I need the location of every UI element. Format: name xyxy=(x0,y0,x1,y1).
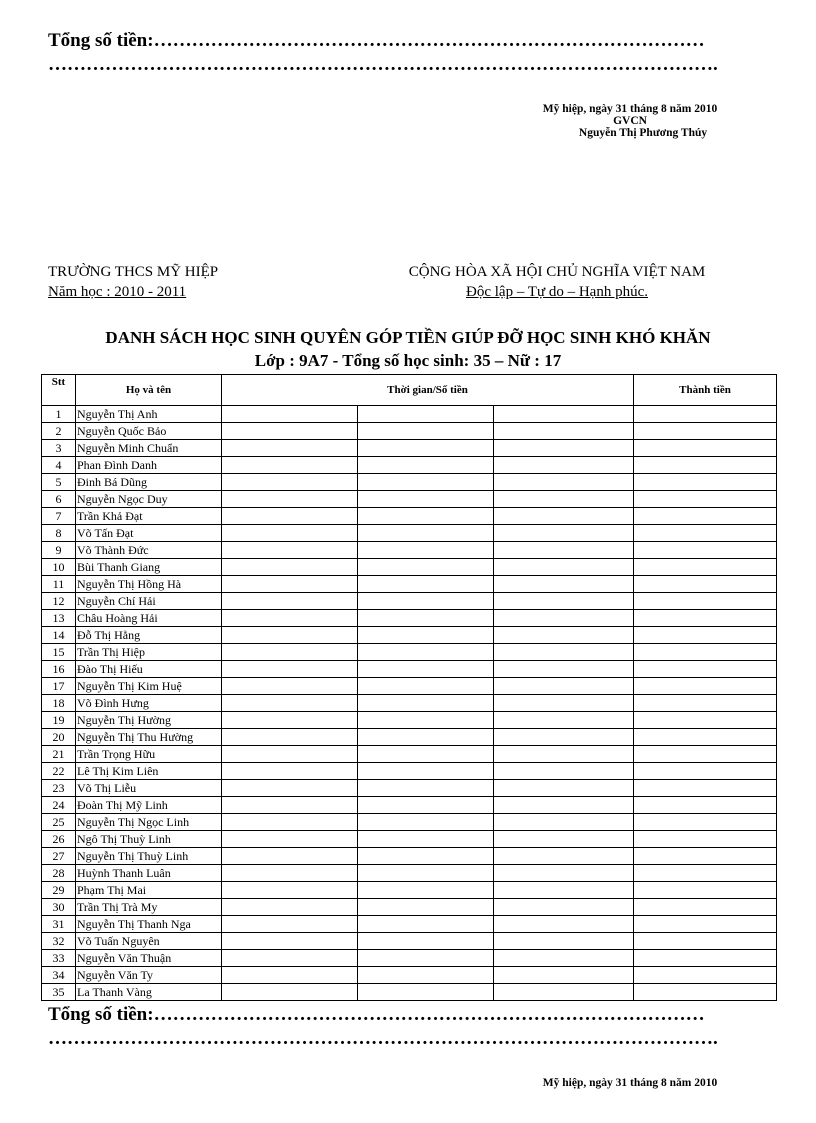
row-stt: 32 xyxy=(42,933,76,950)
row-time-amount-2 xyxy=(358,865,494,882)
row-time-amount-1 xyxy=(222,678,358,695)
table-row xyxy=(42,525,777,542)
table-row xyxy=(42,933,777,950)
row-name: Đoàn Thị Mỹ Linh xyxy=(76,797,222,814)
row-time-amount-3 xyxy=(494,406,634,423)
row-name: Ngô Thị Thuỳ Linh xyxy=(76,831,222,848)
table-row xyxy=(42,848,777,865)
row-stt: 28 xyxy=(42,865,76,882)
table-row xyxy=(42,644,777,661)
row-stt: 4 xyxy=(42,457,76,474)
table-row xyxy=(42,984,777,1001)
table-row xyxy=(42,899,777,916)
row-name: Bùi Thanh Giang xyxy=(76,559,222,576)
row-time-amount-3 xyxy=(494,967,634,984)
row-stt: 7 xyxy=(42,508,76,525)
row-time-amount-1 xyxy=(222,406,358,423)
row-name: Nguyễn Quốc Bảo xyxy=(76,423,222,440)
row-name: Trần Khả Đạt xyxy=(76,508,222,525)
school-year: Năm học : 2010 - 2011 xyxy=(48,284,187,300)
row-stt: 26 xyxy=(42,831,76,848)
table-row xyxy=(42,814,777,831)
row-time-amount-3 xyxy=(494,916,634,933)
row-time-amount-3 xyxy=(494,457,634,474)
header-right xyxy=(384,264,730,301)
row-total xyxy=(634,644,777,661)
table-row xyxy=(42,729,777,746)
row-time-amount-1 xyxy=(222,644,358,661)
row-time-amount-3 xyxy=(494,542,634,559)
row-time-amount-2 xyxy=(358,831,494,848)
row-total xyxy=(634,712,777,729)
row-name: Nguyễn Thị Anh xyxy=(76,406,222,423)
row-stt: 33 xyxy=(42,950,76,967)
row-time-amount-1 xyxy=(222,882,358,899)
table-row xyxy=(42,627,777,644)
row-time-amount-1 xyxy=(222,865,358,882)
row-name: Đinh Bá Dũng xyxy=(76,474,222,491)
header-time-amount: Thời gian/Số tiền xyxy=(222,375,634,406)
row-stt: 25 xyxy=(42,814,76,831)
table-row xyxy=(42,508,777,525)
student-table xyxy=(41,374,777,1001)
row-time-amount-3 xyxy=(494,848,634,865)
table-body xyxy=(42,406,777,1001)
row-stt: 24 xyxy=(42,797,76,814)
row-time-amount-1 xyxy=(222,576,358,593)
row-time-amount-3 xyxy=(494,661,634,678)
row-name: Võ Thành Đức xyxy=(76,542,222,559)
row-name: Trần Thị Hiệp xyxy=(76,644,222,661)
row-name: Nguyễn Ngọc Duy xyxy=(76,491,222,508)
row-total xyxy=(634,610,777,627)
signature-top xyxy=(520,103,740,139)
row-total xyxy=(634,967,777,984)
row-total xyxy=(634,457,777,474)
row-time-amount-1 xyxy=(222,457,358,474)
row-time-amount-3 xyxy=(494,814,634,831)
table-row xyxy=(42,406,777,423)
row-time-amount-2 xyxy=(358,763,494,780)
row-total xyxy=(634,661,777,678)
table-row xyxy=(42,440,777,457)
row-time-amount-1 xyxy=(222,967,358,984)
row-stt: 5 xyxy=(42,474,76,491)
row-stt: 14 xyxy=(42,627,76,644)
row-time-amount-3 xyxy=(494,695,634,712)
row-total xyxy=(634,423,777,440)
row-stt: 15 xyxy=(42,644,76,661)
row-time-amount-3 xyxy=(494,610,634,627)
table-row xyxy=(42,763,777,780)
row-time-amount-3 xyxy=(494,525,634,542)
row-time-amount-2 xyxy=(358,814,494,831)
row-time-amount-3 xyxy=(494,593,634,610)
row-time-amount-2 xyxy=(358,457,494,474)
row-name: Châu Hoàng Hải xyxy=(76,610,222,627)
row-time-amount-3 xyxy=(494,474,634,491)
row-total xyxy=(634,559,777,576)
motto: Độc lập – Tự do – Hạnh phúc. xyxy=(466,284,648,300)
table-row xyxy=(42,491,777,508)
row-time-amount-2 xyxy=(358,729,494,746)
row-time-amount-1 xyxy=(222,610,358,627)
row-total xyxy=(634,593,777,610)
table-row xyxy=(42,882,777,899)
row-name: Võ Đình Hưng xyxy=(76,695,222,712)
row-time-amount-2 xyxy=(358,848,494,865)
table-row xyxy=(42,610,777,627)
row-total xyxy=(634,831,777,848)
row-time-amount-3 xyxy=(494,746,634,763)
document-title: DANH SÁCH HỌC SINH QUYÊN GÓP TIỀN GIÚP ĐỠ HỌC SINH KHÓ KHĂN xyxy=(105,328,711,347)
row-time-amount-1 xyxy=(222,899,358,916)
row-time-amount-3 xyxy=(494,440,634,457)
row-time-amount-2 xyxy=(358,559,494,576)
row-time-amount-1 xyxy=(222,814,358,831)
row-time-amount-2 xyxy=(358,474,494,491)
row-time-amount-2 xyxy=(358,746,494,763)
row-name: Võ Thị Liễu xyxy=(76,780,222,797)
row-time-amount-2 xyxy=(358,933,494,950)
row-name: Nguyễn Văn Ty xyxy=(76,967,222,984)
row-time-amount-1 xyxy=(222,593,358,610)
row-name: Lê Thị Kim Liên xyxy=(76,763,222,780)
table-row xyxy=(42,542,777,559)
table-row xyxy=(42,712,777,729)
row-time-amount-2 xyxy=(358,576,494,593)
bottom-total-label: Tổng số tiền:…………………………………………………………………………… xyxy=(48,1004,705,1025)
row-time-amount-1 xyxy=(222,780,358,797)
row-time-amount-2 xyxy=(358,695,494,712)
row-time-amount-3 xyxy=(494,627,634,644)
row-time-amount-3 xyxy=(494,882,634,899)
row-time-amount-2 xyxy=(358,780,494,797)
row-time-amount-2 xyxy=(358,542,494,559)
row-time-amount-1 xyxy=(222,746,358,763)
document-subtitle: Lớp : 9A7 - Tổng số học sinh: 35 – Nữ : 17 xyxy=(254,351,562,370)
row-time-amount-2 xyxy=(358,950,494,967)
row-time-amount-2 xyxy=(358,899,494,916)
header-left xyxy=(48,264,218,301)
row-name: Phạm Thị Mai xyxy=(76,882,222,899)
row-time-amount-1 xyxy=(222,661,358,678)
row-name: Võ Tấn Đạt xyxy=(76,525,222,542)
table-row xyxy=(42,423,777,440)
row-name: Nguyễn Chí Hải xyxy=(76,593,222,610)
row-time-amount-1 xyxy=(222,729,358,746)
row-time-amount-2 xyxy=(358,627,494,644)
row-total xyxy=(634,763,777,780)
header-name: Họ và tên xyxy=(76,375,222,406)
row-stt: 19 xyxy=(42,712,76,729)
row-total xyxy=(634,746,777,763)
signature-role: GVCN xyxy=(613,115,647,127)
row-time-amount-1 xyxy=(222,797,358,814)
row-total xyxy=(634,950,777,967)
school-name: TRƯỜNG THCS MỸ HIỆP xyxy=(48,264,219,280)
row-name: Võ Tuấn Nguyên xyxy=(76,933,222,950)
row-time-amount-2 xyxy=(358,508,494,525)
signature-date: Mỹ hiệp, ngày 31 tháng 8 năm 2010 xyxy=(542,103,718,115)
table-row xyxy=(42,967,777,984)
row-total xyxy=(634,695,777,712)
row-time-amount-3 xyxy=(494,729,634,746)
row-time-amount-1 xyxy=(222,542,358,559)
table-row xyxy=(42,474,777,491)
row-stt: 3 xyxy=(42,440,76,457)
table-row xyxy=(42,661,777,678)
row-total xyxy=(634,865,777,882)
row-total xyxy=(634,899,777,916)
row-total xyxy=(634,406,777,423)
row-time-amount-3 xyxy=(494,508,634,525)
row-name: Đào Thị Hiếu xyxy=(76,661,222,678)
row-total xyxy=(634,814,777,831)
table-row xyxy=(42,593,777,610)
row-stt: 1 xyxy=(42,406,76,423)
row-name: Nguyễn Thị Thanh Nga xyxy=(76,916,222,933)
row-time-amount-2 xyxy=(358,967,494,984)
table-row xyxy=(42,576,777,593)
row-total xyxy=(634,525,777,542)
row-time-amount-3 xyxy=(494,644,634,661)
row-stt: 30 xyxy=(42,899,76,916)
row-total xyxy=(634,848,777,865)
row-time-amount-3 xyxy=(494,423,634,440)
row-total xyxy=(634,491,777,508)
row-time-amount-2 xyxy=(358,406,494,423)
row-total xyxy=(634,780,777,797)
row-total xyxy=(634,474,777,491)
row-stt: 12 xyxy=(42,593,76,610)
row-total xyxy=(634,797,777,814)
row-time-amount-3 xyxy=(494,491,634,508)
row-name: La Thanh Vàng xyxy=(76,984,222,1001)
row-name: Nguyễn Minh Chuẩn xyxy=(76,440,222,457)
row-stt: 35 xyxy=(42,984,76,1001)
row-time-amount-2 xyxy=(358,525,494,542)
table-row xyxy=(42,865,777,882)
table-row xyxy=(42,831,777,848)
row-total xyxy=(634,729,777,746)
row-time-amount-1 xyxy=(222,848,358,865)
row-name: Nguyễn Văn Thuận xyxy=(76,950,222,967)
row-time-amount-3 xyxy=(494,797,634,814)
row-time-amount-1 xyxy=(222,627,358,644)
row-time-amount-2 xyxy=(358,916,494,933)
row-name: Phan Đình Danh xyxy=(76,457,222,474)
row-time-amount-3 xyxy=(494,933,634,950)
row-total xyxy=(634,933,777,950)
table-row xyxy=(42,746,777,763)
signature-bottom-date: Mỹ hiệp, ngày 31 tháng 8 năm 2010 xyxy=(542,1077,718,1089)
row-time-amount-3 xyxy=(494,763,634,780)
row-stt: 22 xyxy=(42,763,76,780)
row-time-amount-3 xyxy=(494,678,634,695)
row-time-amount-1 xyxy=(222,763,358,780)
row-time-amount-1 xyxy=(222,440,358,457)
row-total xyxy=(634,627,777,644)
row-time-amount-2 xyxy=(358,610,494,627)
top-total-label: Tổng số tiền:…………………………………………………………………………… xyxy=(48,30,705,51)
country-name: CỘNG HÒA XÃ HỘI CHỦ NGHĨA VIỆT NAM xyxy=(408,264,706,280)
row-time-amount-2 xyxy=(358,644,494,661)
row-time-amount-1 xyxy=(222,559,358,576)
row-total xyxy=(634,678,777,695)
row-name: Trần Trọng Hữu xyxy=(76,746,222,763)
row-stt: 6 xyxy=(42,491,76,508)
table-row xyxy=(42,780,777,797)
row-time-amount-3 xyxy=(494,576,634,593)
row-time-amount-1 xyxy=(222,916,358,933)
row-name: Nguyễn Thị Kim Huệ xyxy=(76,678,222,695)
row-total xyxy=(634,440,777,457)
row-time-amount-1 xyxy=(222,950,358,967)
signature-name: Nguyễn Thị Phương Thúy xyxy=(578,127,708,139)
row-time-amount-2 xyxy=(358,797,494,814)
row-stt: 2 xyxy=(42,423,76,440)
row-name: Trần Thị Trà My xyxy=(76,899,222,916)
row-time-amount-2 xyxy=(358,712,494,729)
row-name: Nguyễn Thị Thu Hường xyxy=(76,729,222,746)
row-total xyxy=(634,882,777,899)
row-stt: 10 xyxy=(42,559,76,576)
row-stt: 34 xyxy=(42,967,76,984)
row-total xyxy=(634,984,777,1001)
row-time-amount-3 xyxy=(494,559,634,576)
row-time-amount-3 xyxy=(494,899,634,916)
row-name: Nguyễn Thị Ngọc Linh xyxy=(76,814,222,831)
row-total xyxy=(634,916,777,933)
row-stt: 20 xyxy=(42,729,76,746)
row-time-amount-2 xyxy=(358,423,494,440)
table-header-row xyxy=(42,375,777,406)
row-time-amount-2 xyxy=(358,593,494,610)
row-stt: 31 xyxy=(42,916,76,933)
row-time-amount-3 xyxy=(494,984,634,1001)
row-time-amount-3 xyxy=(494,712,634,729)
row-time-amount-2 xyxy=(358,984,494,1001)
table-row xyxy=(42,678,777,695)
row-stt: 21 xyxy=(42,746,76,763)
row-stt: 11 xyxy=(42,576,76,593)
table-row xyxy=(42,559,777,576)
row-stt: 17 xyxy=(42,678,76,695)
row-stt: 8 xyxy=(42,525,76,542)
row-stt: 18 xyxy=(42,695,76,712)
row-time-amount-1 xyxy=(222,933,358,950)
row-time-amount-1 xyxy=(222,712,358,729)
row-time-amount-1 xyxy=(222,508,358,525)
row-time-amount-1 xyxy=(222,491,358,508)
table-row xyxy=(42,950,777,967)
row-name: Nguyễn Thị Hồng Hà xyxy=(76,576,222,593)
row-time-amount-2 xyxy=(358,882,494,899)
row-time-amount-1 xyxy=(222,695,358,712)
table-row xyxy=(42,457,777,474)
row-name: Nguyễn Thị Thuỳ Linh xyxy=(76,848,222,865)
row-time-amount-1 xyxy=(222,423,358,440)
row-time-amount-1 xyxy=(222,474,358,491)
row-total xyxy=(634,542,777,559)
table-row xyxy=(42,695,777,712)
row-time-amount-2 xyxy=(358,440,494,457)
row-total xyxy=(634,576,777,593)
row-time-amount-2 xyxy=(358,661,494,678)
row-time-amount-1 xyxy=(222,984,358,1001)
row-stt: 13 xyxy=(42,610,76,627)
row-time-amount-2 xyxy=(358,678,494,695)
row-time-amount-3 xyxy=(494,831,634,848)
row-name: Nguyễn Thị Hường xyxy=(76,712,222,729)
row-time-amount-1 xyxy=(222,525,358,542)
header-stt: Stt xyxy=(42,375,76,406)
top-dots-line: ……………………………………………………………………………………………. xyxy=(48,54,718,75)
row-name: Đỗ Thị Hằng xyxy=(76,627,222,644)
row-name: Huỳnh Thanh Luân xyxy=(76,865,222,882)
row-stt: 27 xyxy=(42,848,76,865)
row-stt: 29 xyxy=(42,882,76,899)
row-stt: 23 xyxy=(42,780,76,797)
bottom-dots-line: ……………………………………………………………………………………………. xyxy=(48,1028,718,1049)
table-row xyxy=(42,916,777,933)
row-stt: 9 xyxy=(42,542,76,559)
row-time-amount-2 xyxy=(358,491,494,508)
row-total xyxy=(634,508,777,525)
row-time-amount-3 xyxy=(494,780,634,797)
row-stt: 16 xyxy=(42,661,76,678)
header-total: Thành tiền xyxy=(634,375,777,406)
row-time-amount-3 xyxy=(494,950,634,967)
row-time-amount-3 xyxy=(494,865,634,882)
row-time-amount-1 xyxy=(222,831,358,848)
table-row xyxy=(42,797,777,814)
